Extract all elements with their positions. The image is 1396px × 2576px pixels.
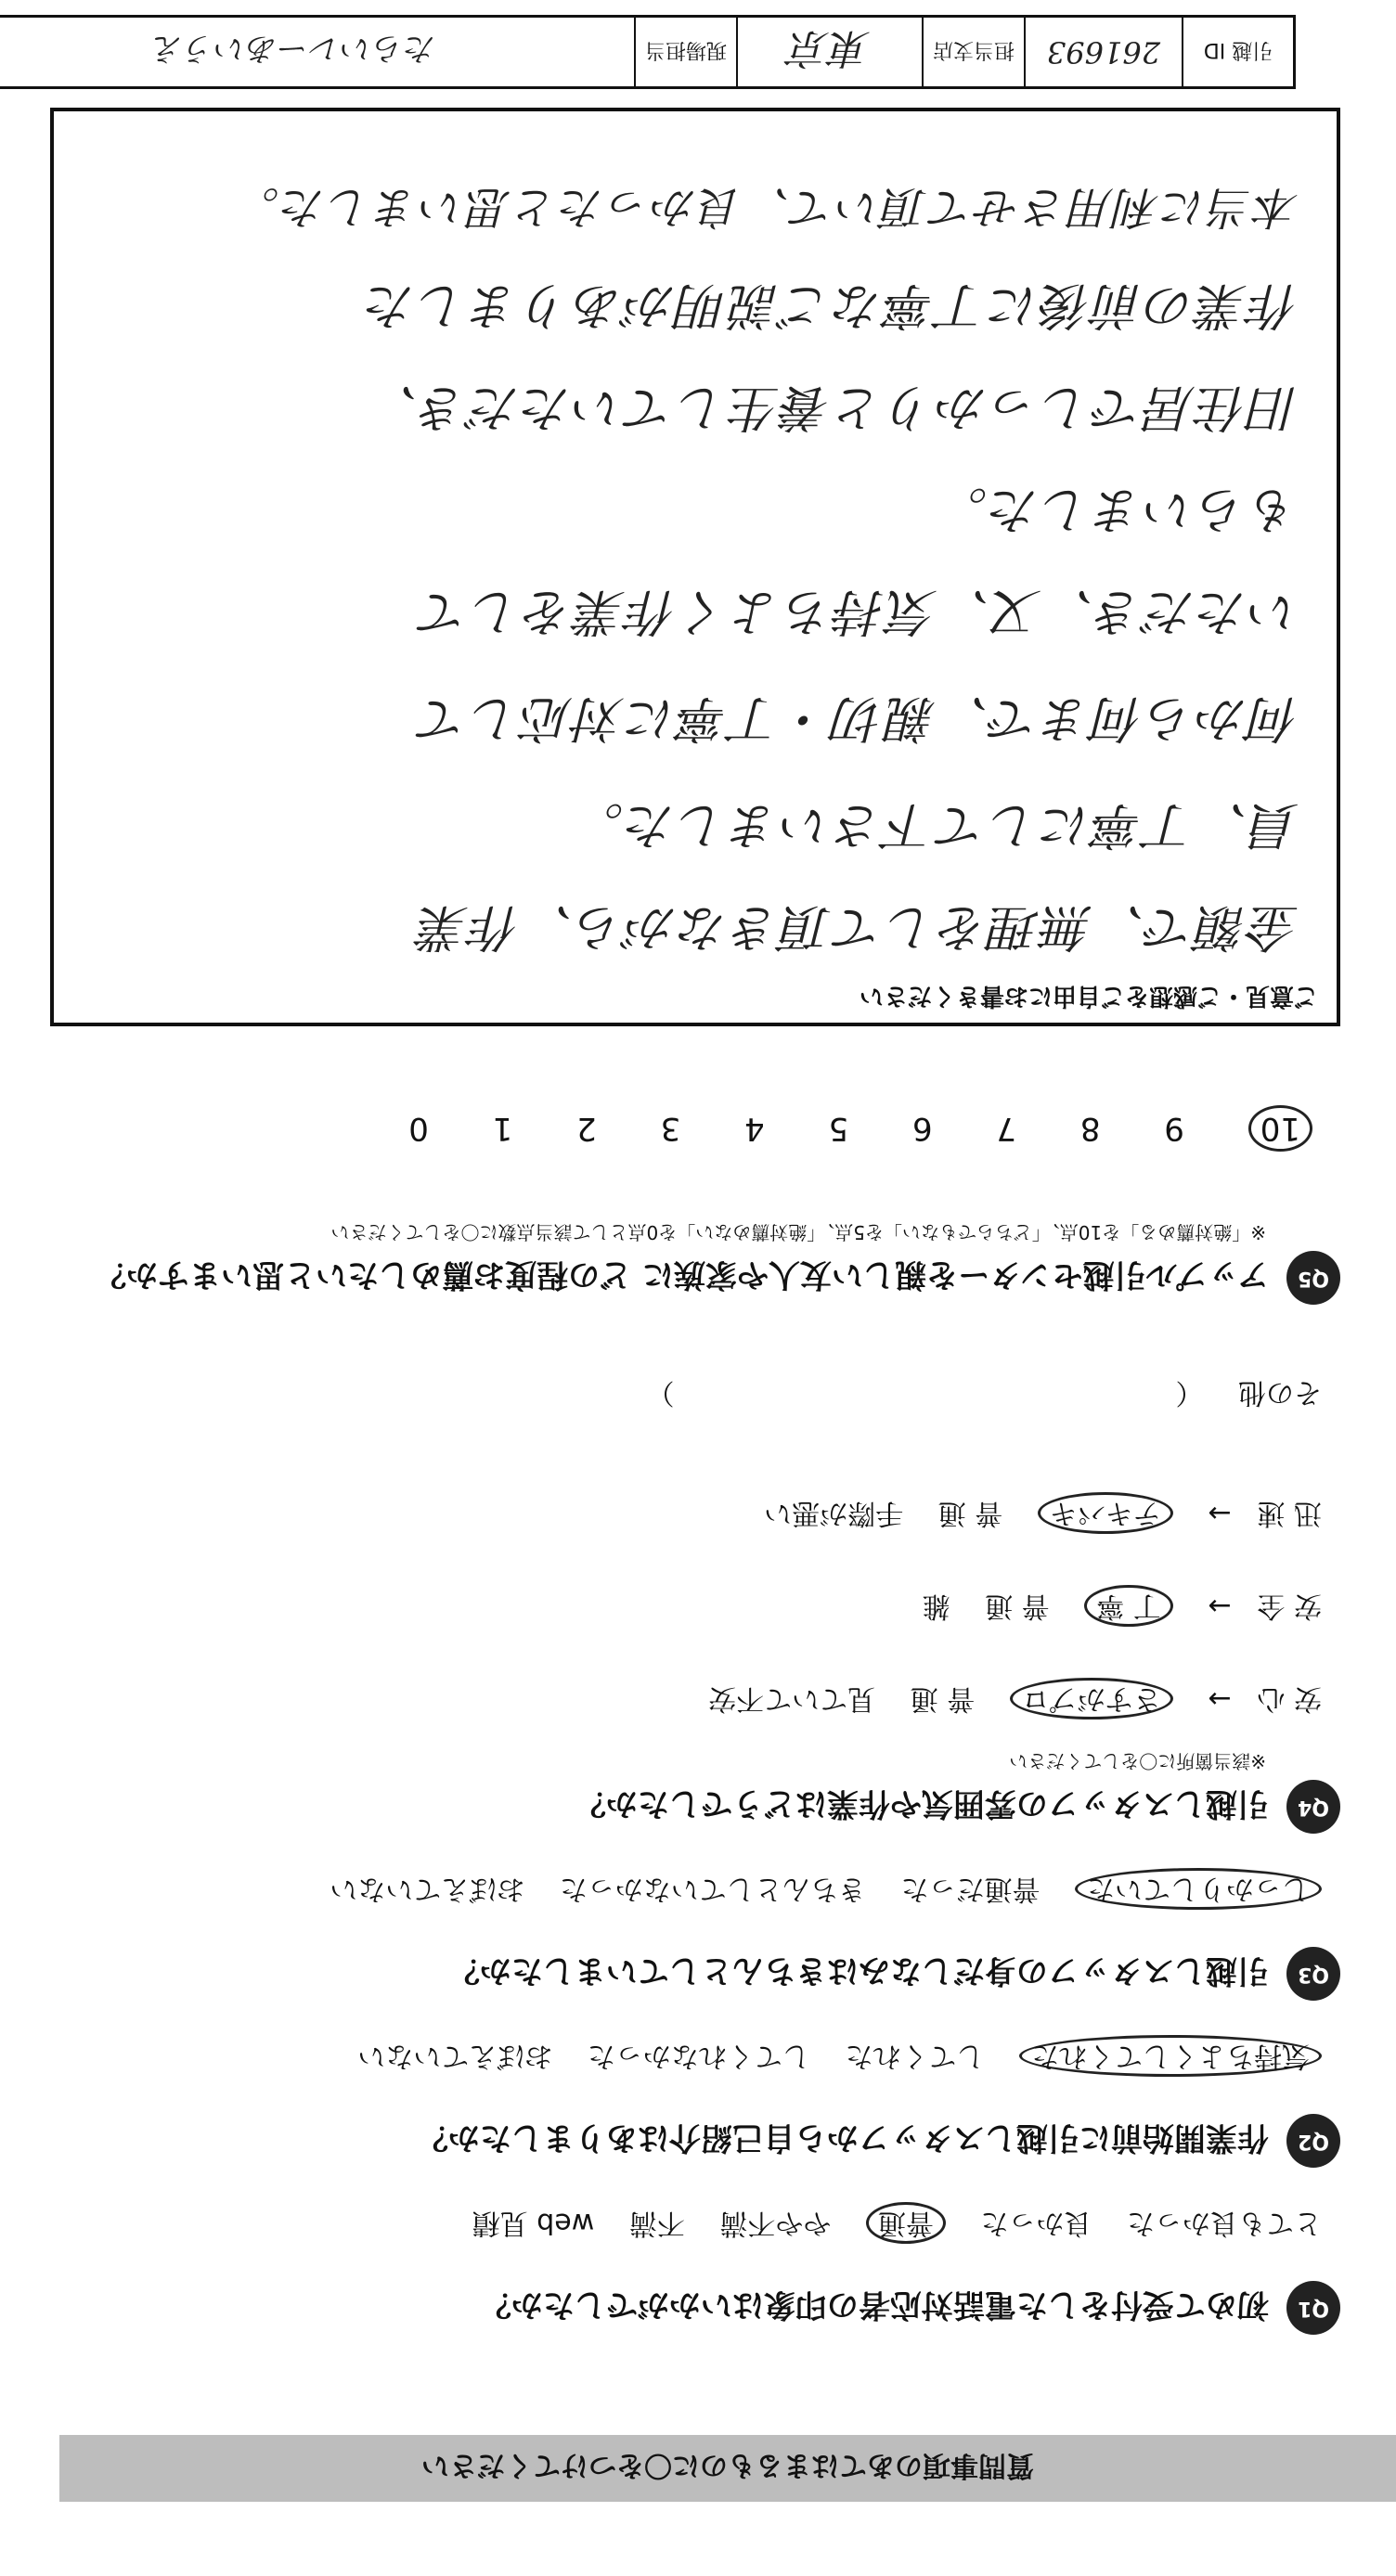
- question-3: [448, 1947, 1340, 2001]
- id-table: [0, 15, 1296, 89]
- q3-options: [304, 1872, 1322, 1913]
- scale-0[interactable]: 0: [408, 1110, 429, 1147]
- comment-line: 員、丁寧にして下さいました。: [572, 796, 1299, 855]
- leader-label: 現場担当: [634, 18, 736, 86]
- q4-speed-opt[interactable]: 普 通: [937, 1497, 1003, 1529]
- q3-opt[interactable]: 普通だった: [900, 1873, 1041, 1905]
- instruction-text: 質問事項のあてはまるものに〇をつけてください: [421, 2449, 1034, 2481]
- q4-relief-opt[interactable]: さすがプロ: [1010, 1678, 1173, 1719]
- q3-opt[interactable]: きちんとしていなかった: [559, 1873, 866, 1905]
- q4-row-safety: 安 全→ 丁 寧 普 通 雑: [897, 1589, 1322, 1629]
- q2-opt[interactable]: 気持ちよくしてくれた: [1019, 2035, 1322, 2077]
- scale-5[interactable]: 5: [828, 1110, 849, 1147]
- scale-1[interactable]: 1: [492, 1110, 513, 1147]
- q4-other-label: その他: [1238, 1376, 1322, 1409]
- q5-badge: Q5: [1286, 1251, 1340, 1305]
- scale-4[interactable]: 4: [744, 1110, 765, 1147]
- q4-row-relief: 安 心→ さすがプロ 普 通 見ていて不安: [682, 1681, 1322, 1722]
- q5-text: アップル引越センターを親しい友人や家族に どの程度お薦めしたいと思いますか？: [95, 1256, 1269, 1294]
- q1-text: 初めて受付をした電話対応者の印象はいかがでしたか？: [479, 2286, 1269, 2324]
- comment-title: ご意見・ご感想をご自由にお書きください: [859, 982, 1318, 1010]
- comment-line: 何から何まで、親切・丁寧に対応して: [417, 689, 1299, 748]
- q1-options: [446, 2206, 1322, 2247]
- question-1: [480, 2281, 1340, 2335]
- comment-line: もらいました。: [936, 481, 1299, 539]
- q4-safety-label: 安 全: [1257, 1590, 1322, 1622]
- q4-text: 引越しスタッフの雰囲気や作業はどうでしたか？: [574, 1784, 1269, 1823]
- q3-badge: Q3: [1286, 1947, 1340, 2001]
- q4-badge: Q4: [1286, 1780, 1340, 1834]
- comment-box: [50, 108, 1340, 1026]
- q4-relief-label: 安 心: [1257, 1682, 1322, 1715]
- q4-safety-opt[interactable]: 雑: [922, 1590, 950, 1622]
- comment-line: 金額で、無理をして頂きながら、作業: [417, 898, 1299, 957]
- leader-value: たらいレーあいうえ: [152, 30, 436, 68]
- comment-line: 旧住居でしっかりと養生していただき、: [366, 379, 1299, 437]
- q1-opt[interactable]: 不満: [628, 2207, 685, 2239]
- q4-other-value[interactable]: （ ）: [646, 1376, 1204, 1409]
- q1-opt[interactable]: 良かった: [980, 2207, 1092, 2239]
- q4-relief-opt[interactable]: 見ていて不安: [708, 1682, 876, 1715]
- scale-9[interactable]: 9: [1164, 1110, 1184, 1147]
- scale-10[interactable]: 10: [1248, 1105, 1312, 1152]
- q4-speed-label: 迅 速: [1257, 1497, 1322, 1529]
- q5-note: ※「絶対薦める」を10点、「どちらでもない」を5点、「絶対薦めない」を0点として該当点数に〇をしてください: [330, 1221, 1266, 1243]
- q2-text: 作業開始前に引越しスタッフから自己紹介はありましたか？: [416, 2119, 1269, 2157]
- scale-3[interactable]: 3: [660, 1110, 681, 1147]
- scale-2[interactable]: 2: [576, 1110, 597, 1147]
- q4-relief-opt[interactable]: 普 通: [910, 1682, 976, 1715]
- q2-opt[interactable]: おぼえていない: [357, 2040, 553, 2072]
- q1-badge: Q1: [1286, 2281, 1340, 2335]
- branch-label: 担当支店: [922, 18, 1024, 86]
- scale-6[interactable]: 6: [911, 1110, 933, 1147]
- id-label: 引越 ID: [1182, 18, 1293, 86]
- q2-badge: Q2: [1286, 2114, 1340, 2168]
- question-5: [95, 1220, 1340, 1305]
- q2-opt[interactable]: してくれなかった: [587, 2040, 810, 2072]
- q1-opt[interactable]: とても良かった: [1127, 2207, 1322, 2239]
- instruction-bar: [59, 2435, 1396, 2502]
- q4-safety-opt[interactable]: 普 通: [985, 1590, 1050, 1622]
- q3-opt[interactable]: おぼえていない: [330, 1873, 525, 1905]
- comment-line: いただき、又、気持ちよく作業をして: [418, 583, 1299, 641]
- q4-note: ※該当箇所に〇をしてください: [1009, 1750, 1266, 1772]
- q4-speed-opt[interactable]: 手際が悪い: [764, 1497, 904, 1529]
- q2-opt[interactable]: してくれた: [845, 2040, 985, 2072]
- q4-other: [620, 1375, 1322, 1416]
- q1-opt[interactable]: web 見積: [472, 2207, 595, 2239]
- recommend-scale: [355, 1110, 1312, 1147]
- question-2: [417, 2114, 1340, 2168]
- q4-safety-opt[interactable]: 丁 寧: [1084, 1585, 1173, 1627]
- q1-opt[interactable]: 普通: [866, 2202, 946, 2244]
- id-value: 261693: [1024, 18, 1182, 86]
- comment-line: 本当に利用させて頂いて、良かったと思いました。: [232, 181, 1299, 233]
- q4-speed-opt[interactable]: テキパキ: [1038, 1492, 1173, 1534]
- q1-opt[interactable]: やや不満: [719, 2207, 832, 2239]
- q3-opt[interactable]: しっかりしていた: [1075, 1868, 1322, 1910]
- scale-7[interactable]: 7: [996, 1110, 1017, 1147]
- scale-8[interactable]: 8: [1079, 1110, 1101, 1147]
- q3-text: 引越しスタッフの身だしなみはきちんとしていましたか？: [447, 1951, 1269, 1990]
- comment-line: 作業の前後に丁寧なご説明がありました: [364, 277, 1299, 335]
- q2-options: [331, 2039, 1322, 2080]
- q4-row-speed: 迅 速→ テキパキ 普 通 手際が悪い: [738, 1496, 1322, 1537]
- question-4: [575, 1749, 1340, 1834]
- branch-value: 東京: [736, 18, 922, 86]
